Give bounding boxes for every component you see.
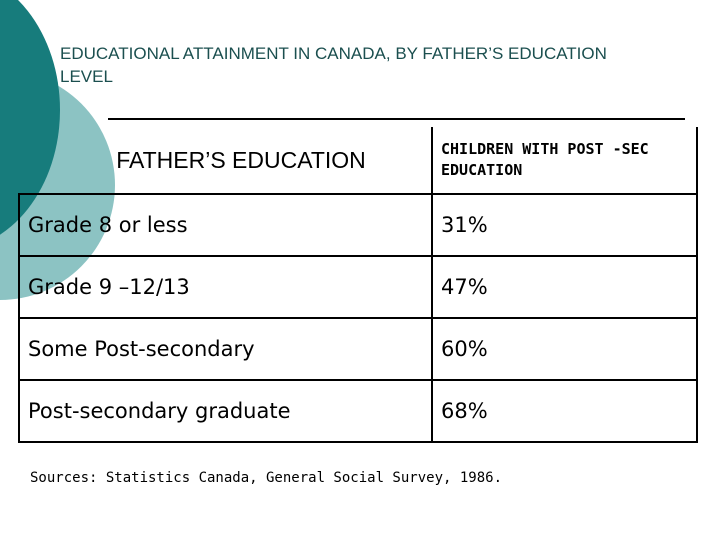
table-row — [19, 380, 697, 442]
row-value: 47% — [432, 256, 697, 318]
title-divider — [108, 118, 685, 120]
table-row — [19, 256, 697, 318]
column-header-children-post-sec: CHILDREN WITH POST -SEC EDUCATION — [432, 127, 697, 194]
table-header-row — [19, 127, 697, 194]
row-label: Grade 8 or less — [19, 194, 432, 256]
row-label: Post-secondary graduate — [19, 380, 432, 442]
row-label: Grade 9 –12/13 — [19, 256, 432, 318]
education-table — [18, 127, 698, 443]
table-row — [19, 318, 697, 380]
row-value: 68% — [432, 380, 697, 442]
source-note: Sources: Statistics Canada, General Social Survey, 1986. — [30, 470, 503, 486]
row-value: 60% — [432, 318, 697, 380]
row-value: 31% — [432, 194, 697, 256]
slide-title: EDUCATIONAL ATTAINMENT IN CANADA, BY FATHER’S EDUCATION LEVEL — [60, 44, 607, 86]
row-label: Some Post-secondary — [19, 318, 432, 380]
column-header-father-education: FATHER’S EDUCATION — [19, 127, 432, 194]
table-row — [19, 194, 697, 256]
